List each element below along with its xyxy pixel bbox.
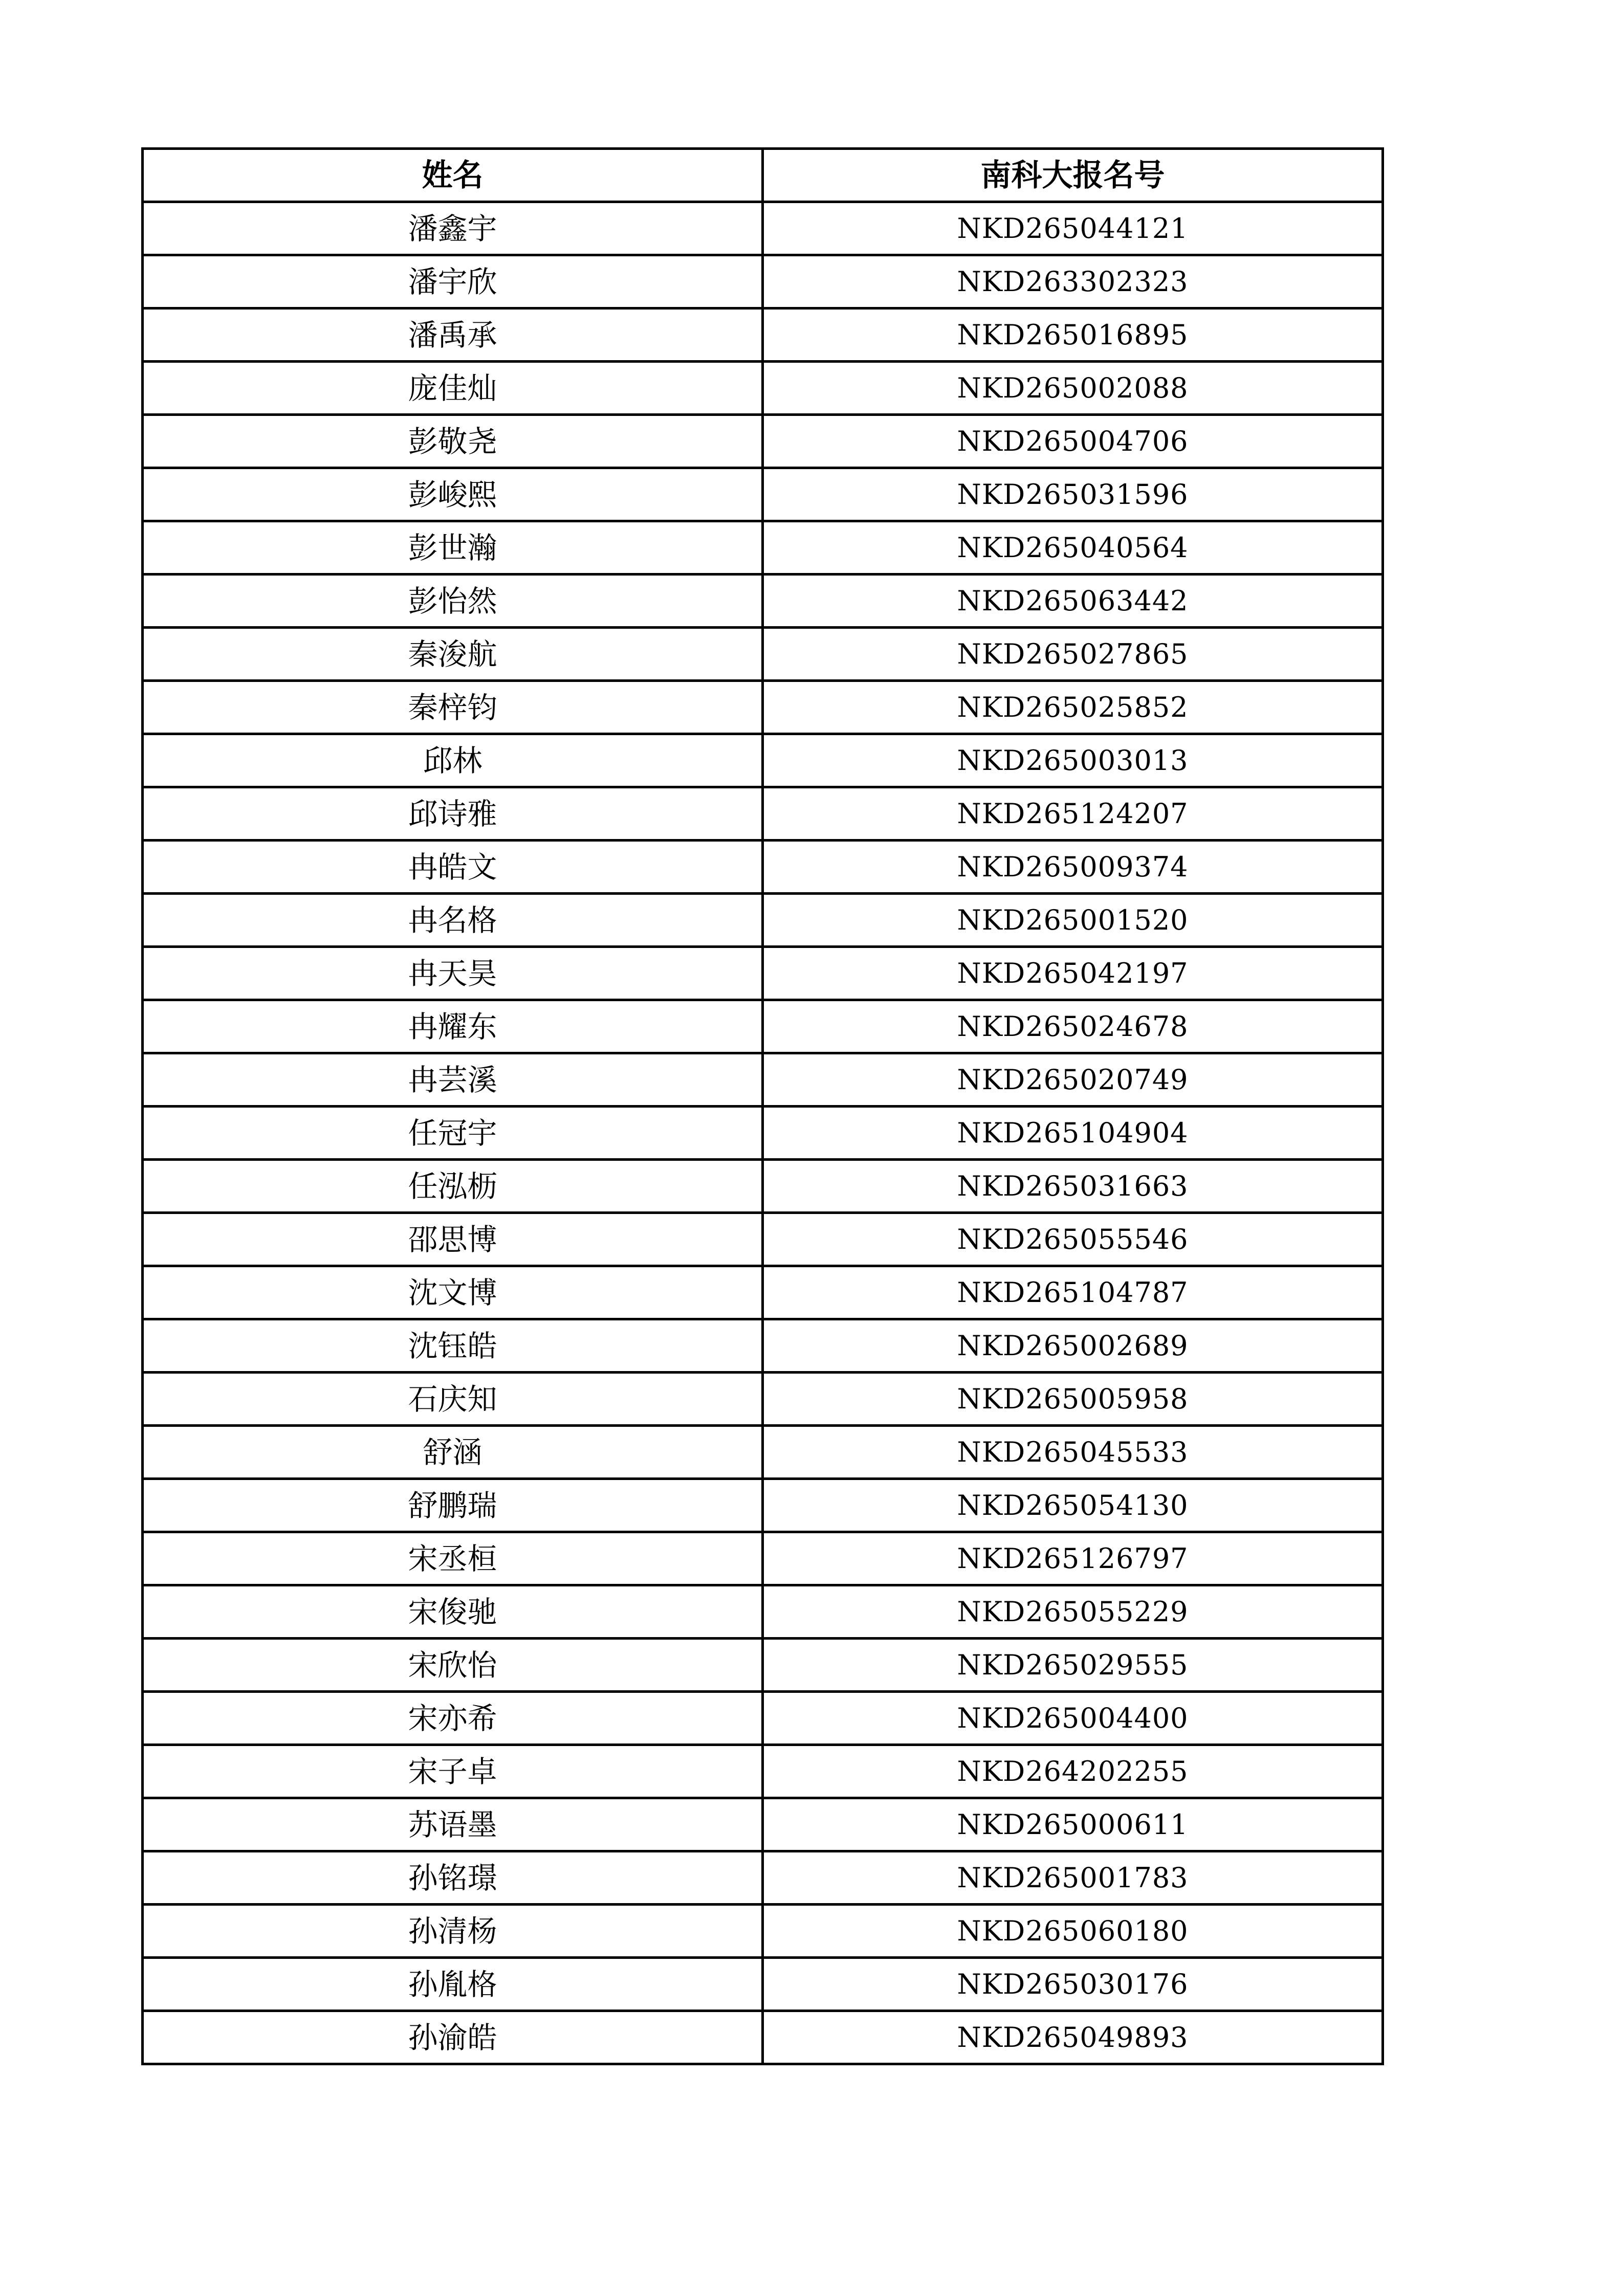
student-name-cell: 庞佳灿 [143,362,763,415]
registration-number-cell: NKD265054130 [763,1479,1383,1532]
table-row [143,787,1383,841]
registration-number-cell: NKD265009374 [763,841,1383,894]
student-name-cell: 秦浚航 [143,628,763,681]
student-name-cell: 任泓枥 [143,1160,763,1213]
header-name: 姓名 [143,149,763,202]
student-name-cell: 邵思博 [143,1213,763,1266]
registration-number-cell: NKD265045533 [763,1426,1383,1479]
registration-number-cell: NKD265031596 [763,468,1383,521]
table-row [143,2011,1383,2064]
student-name-cell: 潘鑫宇 [143,202,763,255]
student-name-cell: 彭世瀚 [143,521,763,575]
student-name-cell: 任冠宇 [143,1107,763,1160]
registration-number-cell: NKD265044121 [763,202,1383,255]
table-row [143,202,1383,255]
student-name-cell: 舒鹏瑞 [143,1479,763,1532]
registration-number-cell: NKD265002088 [763,362,1383,415]
registration-number-cell: NKD265004400 [763,1692,1383,1745]
table-row [143,415,1383,468]
student-name-cell: 秦梓钧 [143,681,763,734]
table-row [143,681,1383,734]
registration-number-cell: NKD265042197 [763,947,1383,1000]
registration-number-cell: NKD265000611 [763,1798,1383,1851]
table-row [143,1053,1383,1107]
student-name-cell: 冉耀东 [143,1000,763,1053]
table-row [143,1266,1383,1319]
student-name-cell: 孙渝皓 [143,2011,763,2064]
table-row [143,1160,1383,1213]
table-row [143,1585,1383,1639]
table-row [143,1958,1383,2011]
registration-number-cell: NKD265040564 [763,521,1383,575]
header-registration-number: 南科大报名号 [763,149,1383,202]
student-name-cell: 孙清杨 [143,1905,763,1958]
table-row [143,1905,1383,1958]
registration-number-cell: NKD265016895 [763,308,1383,362]
table-row [143,575,1383,628]
table-row [143,1745,1383,1798]
table-row [143,1532,1383,1585]
student-name-cell: 孙铭璟 [143,1851,763,1905]
registration-number-cell: NKD265002689 [763,1319,1383,1373]
registration-number-cell: NKD265104904 [763,1107,1383,1160]
student-name-cell: 沈文博 [143,1266,763,1319]
table-row [143,1373,1383,1426]
student-name-cell: 石庆知 [143,1373,763,1426]
registration-number-cell: NKD265055229 [763,1585,1383,1639]
table-row [143,894,1383,947]
table-row [143,255,1383,308]
registration-number-cell: NKD265063442 [763,575,1383,628]
student-name-cell: 邱林 [143,734,763,787]
registration-number-cell: NKD265060180 [763,1905,1383,1958]
student-name-cell: 宋丞桓 [143,1532,763,1585]
student-name-cell: 冉名格 [143,894,763,947]
table-body [143,202,1383,2064]
registration-number-cell: NKD265004706 [763,415,1383,468]
student-name-cell: 潘禹承 [143,308,763,362]
student-name-cell: 潘宇欣 [143,255,763,308]
table-row [143,947,1383,1000]
student-name-cell: 宋俊驰 [143,1585,763,1639]
registration-number-cell: NKD265001520 [763,894,1383,947]
registration-number-cell: NKD263302323 [763,255,1383,308]
table-row [143,1000,1383,1053]
table-row [143,1479,1383,1532]
registration-number-cell: NKD265031663 [763,1160,1383,1213]
table-header-row [143,149,1383,202]
student-name-cell: 舒涵 [143,1426,763,1479]
table-row [143,1213,1383,1266]
registration-number-cell: NKD264202255 [763,1745,1383,1798]
table-row [143,362,1383,415]
table-row [143,1851,1383,1905]
registration-number-cell: NKD265126797 [763,1532,1383,1585]
registration-number-cell: NKD265104787 [763,1266,1383,1319]
student-name-cell: 彭怡然 [143,575,763,628]
registration-number-cell: NKD265027865 [763,628,1383,681]
table-row [143,628,1383,681]
student-name-cell: 孙胤格 [143,1958,763,2011]
registration-number-cell: NKD265055546 [763,1213,1383,1266]
registration-number-cell: NKD265025852 [763,681,1383,734]
table-row [143,1639,1383,1692]
registration-number-cell: NKD265124207 [763,787,1383,841]
registration-number-cell: NKD265049893 [763,2011,1383,2064]
student-name-cell: 沈钰皓 [143,1319,763,1373]
registration-number-cell: NKD265024678 [763,1000,1383,1053]
student-name-cell: 冉芸溪 [143,1053,763,1107]
table-row [143,841,1383,894]
student-name-cell: 彭峻熙 [143,468,763,521]
table-row [143,468,1383,521]
student-name-cell: 冉天昊 [143,947,763,1000]
table-row [143,1798,1383,1851]
table-row [143,1426,1383,1479]
student-name-cell: 邱诗雅 [143,787,763,841]
table-row [143,1107,1383,1160]
student-name-cell: 宋子卓 [143,1745,763,1798]
registration-number-cell: NKD265001783 [763,1851,1383,1905]
registration-number-cell: NKD265020749 [763,1053,1383,1107]
table-row [143,521,1383,575]
registration-number-cell: NKD265005958 [763,1373,1383,1426]
student-name-cell: 彭敬尧 [143,415,763,468]
table-row [143,734,1383,787]
student-name-cell: 苏语墨 [143,1798,763,1851]
registration-number-cell: NKD265029555 [763,1639,1383,1692]
table-row [143,1692,1383,1745]
student-name-cell: 宋亦希 [143,1692,763,1745]
registration-number-cell: NKD265003013 [763,734,1383,787]
table-row [143,1319,1383,1373]
roster-table [141,147,1384,2065]
table-row [143,308,1383,362]
student-name-cell: 冉皓文 [143,841,763,894]
student-name-cell: 宋欣怡 [143,1639,763,1692]
registration-number-cell: NKD265030176 [763,1958,1383,2011]
